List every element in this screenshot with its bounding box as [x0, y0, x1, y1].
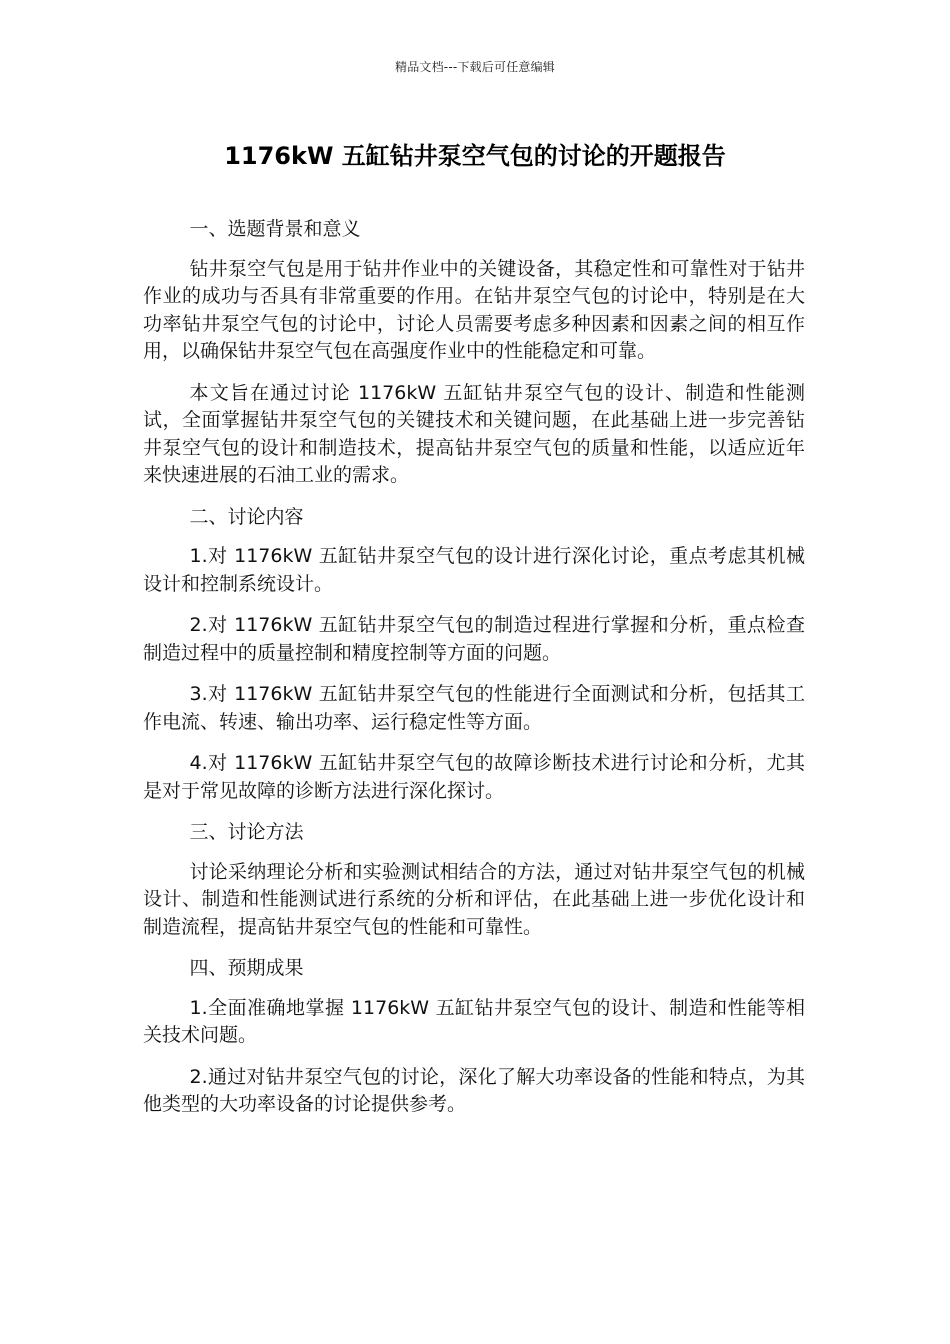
paragraph: 1.全面准确地掌握 1176kW 五缸钻井泵空气包的设计、制造和性能等相关技术问题。: [143, 996, 805, 1046]
paragraph: 4.对 1176kW 五缸钻井泵空气包的故障诊断技术进行讨论和分析，尤其是对于常见故障的诊断方法进行深化探讨。: [143, 752, 805, 802]
paragraph: 钻井泵空气包是用于钻井作业中的关键设备，其稳定性和可靠性对于钻井作业的成功与否具有非常重要的作用。在钻井泵空气包的讨论中，特别是在大功率钻井泵空气包的讨论中，讨论人员需要考虑多种因素和因素之间的相互作用，以确保钻井泵空气包在高强度作业中的性能稳定和可靠。: [143, 257, 805, 362]
section-heading-method: 三、讨论方法: [189, 821, 304, 843]
paragraph: 3.对 1176kW 五缸钻井泵空气包的性能进行全面测试和分析，包括其工作电流、转速、输出功率、运行稳定性等方面。: [143, 683, 805, 733]
paragraph: 本文旨在通过讨论 1176kW 五缸钻井泵空气包的设计、制造和性能测试，全面掌握钻井泵空气包的关键技术和关键问题，在此基础上进一步完善钻井泵空气包的设计和制造技术，提高钻井泵空气包的质量和性能，以适应近年来快速进展的石油工业的需求。: [143, 381, 805, 486]
document-title: 1176kW 五缸钻井泵空气包的讨论的开题报告: [224, 142, 726, 170]
paragraph: 讨论采纳理论分析和实验测试相结合的方法，通过对钻井泵空气包的机械设计、制造和性能测试进行系统的分析和评估，在此基础上进一步优化设计和制造流程，提高钻井泵空气包的性能和可靠性。: [143, 860, 805, 938]
section-heading-content: 二、讨论内容: [189, 505, 304, 528]
section-heading-results: 四、预期成果: [189, 957, 304, 979]
paragraph: 2.通过对钻井泵空气包的讨论，深化了解大功率设备的性能和特点，为其他类型的大功率设备的讨论提供参考。: [143, 1065, 805, 1115]
paragraph: 2.对 1176kW 五缸钻井泵空气包的制造过程进行掌握和分析，重点检查制造过程中的质量控制和精度控制等方面的问题。: [143, 614, 805, 664]
paragraph: 1.对 1176kW 五缸钻井泵空气包的设计进行深化讨论，重点考虑其机械设计和控制系统设计。: [143, 545, 805, 595]
section-heading-background: 一、选题背景和意义: [189, 218, 361, 240]
document-body: [143, 216, 805, 1133]
header-note: 精品文档---下载后可任意编辑: [395, 60, 555, 74]
